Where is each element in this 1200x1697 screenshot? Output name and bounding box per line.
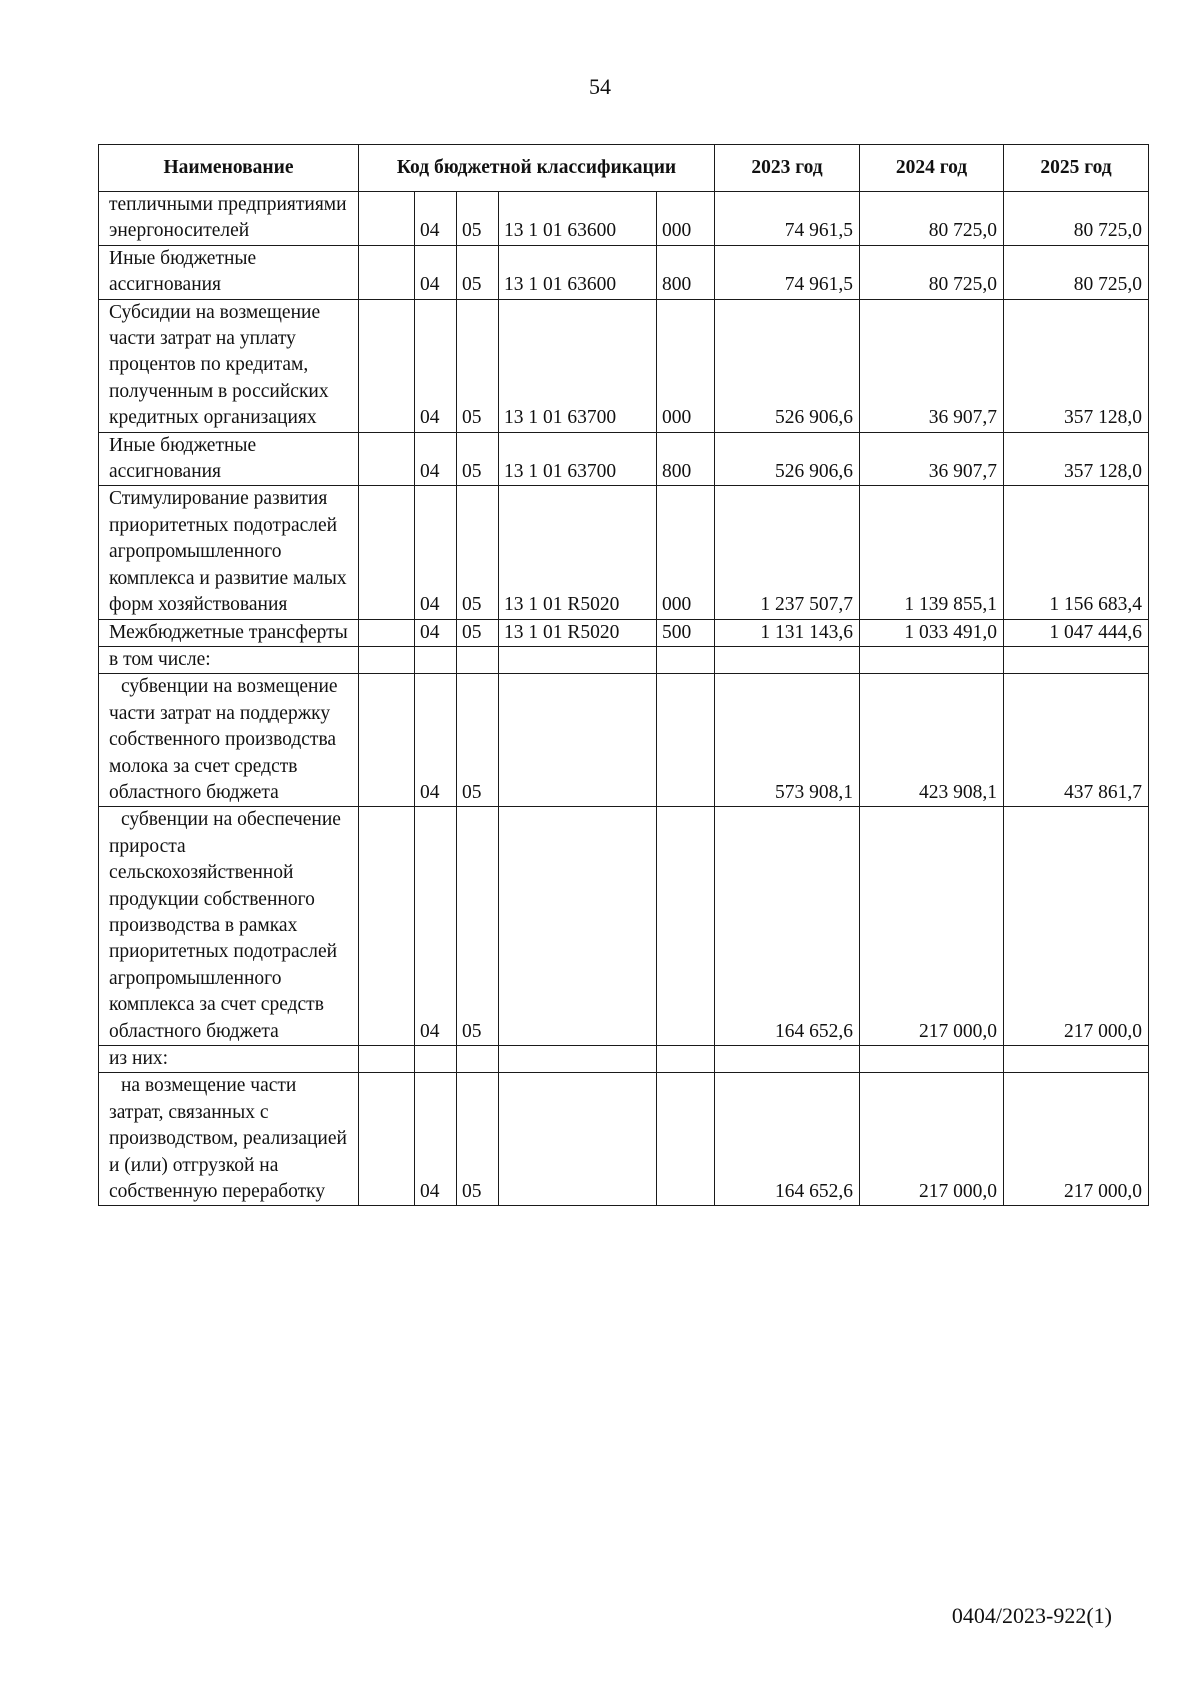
cell-name: Субсидии на возмещение части затрат на уплату процентов по кредитам, полученным в российских кредитных организациях <box>99 299 359 432</box>
cell-article <box>499 674 657 807</box>
cell-name-text: на возмещение части затрат, связанных с производством, реализацией и (или) отгрузкой на собственную переработку <box>109 1075 347 1203</box>
cell-2025: 217 000,0 <box>1004 1073 1149 1206</box>
cell-empty-code <box>359 1073 415 1206</box>
cell-subsection: 05 <box>457 192 499 246</box>
cell-2025 <box>1004 1046 1149 1073</box>
cell-2023: 74 961,5 <box>715 245 860 299</box>
cell-article: 13 1 01 R5020 <box>499 619 657 646</box>
cell-name <box>99 674 359 807</box>
cell-2024: 1 033 491,0 <box>860 619 1004 646</box>
cell-2023: 164 652,6 <box>715 1073 860 1206</box>
cell-2025: 1 156 683,4 <box>1004 486 1149 619</box>
cell-expense-type: 000 <box>657 192 715 246</box>
cell-2025: 357 128,0 <box>1004 299 1149 432</box>
budget-table <box>98 144 1149 1206</box>
cell-name: из них: <box>99 1046 359 1073</box>
cell-section: 04 <box>415 245 457 299</box>
cell-2023: 1 131 143,6 <box>715 619 860 646</box>
cell-subsection <box>457 646 499 673</box>
cell-empty-code <box>359 299 415 432</box>
cell-subsection <box>457 1046 499 1073</box>
cell-subsection: 05 <box>457 245 499 299</box>
cell-2023: 164 652,6 <box>715 807 860 1046</box>
header-2024: 2024 год <box>860 145 1004 192</box>
cell-empty-code <box>359 486 415 619</box>
cell-2023: 573 908,1 <box>715 674 860 807</box>
cell-2024: 217 000,0 <box>860 807 1004 1046</box>
header-name: Наименование <box>99 145 359 192</box>
table-row <box>99 619 1149 646</box>
cell-empty-code <box>359 192 415 246</box>
cell-name: Иные бюджетные ассигнования <box>99 432 359 486</box>
cell-2024 <box>860 1046 1004 1073</box>
cell-name: Стимулирование развития приоритетных подотраслей агропромышленного комплекса и развитие малых форм хозяйствования <box>99 486 359 619</box>
cell-article <box>499 807 657 1046</box>
cell-name-text: субвенции на обеспечение прироста сельскохозяйственной продукции собственного производства в рамках приоритетных подотраслей агропромышленного комплекса за счет средств областного бюджета <box>109 809 341 1042</box>
table-body <box>99 192 1149 1206</box>
table-row <box>99 192 1149 246</box>
cell-section: 04 <box>415 619 457 646</box>
cell-subsection: 05 <box>457 807 499 1046</box>
cell-section: 04 <box>415 807 457 1046</box>
cell-expense-type: 800 <box>657 245 715 299</box>
cell-empty-code <box>359 646 415 673</box>
cell-2025 <box>1004 646 1149 673</box>
cell-2025: 357 128,0 <box>1004 432 1149 486</box>
cell-section: 04 <box>415 432 457 486</box>
cell-empty-code <box>359 1046 415 1073</box>
cell-2025: 217 000,0 <box>1004 807 1149 1046</box>
cell-name <box>99 807 359 1046</box>
cell-subsection: 05 <box>457 674 499 807</box>
cell-subsection: 05 <box>457 299 499 432</box>
cell-2024: 36 907,7 <box>860 299 1004 432</box>
cell-2024: 80 725,0 <box>860 192 1004 246</box>
cell-2025: 80 725,0 <box>1004 192 1149 246</box>
cell-expense-type <box>657 807 715 1046</box>
cell-2024: 80 725,0 <box>860 245 1004 299</box>
cell-expense-type: 000 <box>657 299 715 432</box>
cell-article <box>499 1073 657 1206</box>
cell-2024 <box>860 646 1004 673</box>
cell-2023 <box>715 646 860 673</box>
cell-name: Межбюджетные трансферты <box>99 619 359 646</box>
header-2023: 2023 год <box>715 145 860 192</box>
cell-2023: 526 906,6 <box>715 432 860 486</box>
cell-name-text: субвенции на возмещение части затрат на поддержку собственного производства молока за счет средств областного бюджета <box>109 676 338 803</box>
table-row <box>99 674 1149 807</box>
cell-name: в том числе: <box>99 646 359 673</box>
table-row <box>99 646 1149 673</box>
cell-expense-type: 000 <box>657 486 715 619</box>
table-row <box>99 807 1149 1046</box>
cell-article: 13 1 01 63600 <box>499 192 657 246</box>
table-row <box>99 432 1149 486</box>
cell-empty-code <box>359 245 415 299</box>
cell-section: 04 <box>415 192 457 246</box>
header-2025: 2025 год <box>1004 145 1149 192</box>
cell-empty-code <box>359 807 415 1046</box>
cell-section: 04 <box>415 299 457 432</box>
table-row <box>99 1046 1149 1073</box>
cell-2023: 1 237 507,7 <box>715 486 860 619</box>
cell-article <box>499 646 657 673</box>
cell-2024: 217 000,0 <box>860 1073 1004 1206</box>
cell-empty-code <box>359 432 415 486</box>
header-code: Код бюджетной классификации <box>359 145 715 192</box>
cell-subsection: 05 <box>457 432 499 486</box>
cell-article: 13 1 01 R5020 <box>499 486 657 619</box>
cell-2025: 437 861,7 <box>1004 674 1149 807</box>
cell-2023: 74 961,5 <box>715 192 860 246</box>
cell-section <box>415 646 457 673</box>
cell-subsection: 05 <box>457 486 499 619</box>
cell-2025: 80 725,0 <box>1004 245 1149 299</box>
cell-name <box>99 1073 359 1206</box>
cell-empty-code <box>359 674 415 807</box>
cell-expense-type: 800 <box>657 432 715 486</box>
table-row <box>99 299 1149 432</box>
cell-section: 04 <box>415 486 457 619</box>
table-header-row <box>99 145 1149 192</box>
cell-article <box>499 1046 657 1073</box>
cell-section: 04 <box>415 1073 457 1206</box>
cell-2024: 36 907,7 <box>860 432 1004 486</box>
cell-expense-type <box>657 1046 715 1073</box>
cell-article: 13 1 01 63700 <box>499 299 657 432</box>
cell-2024: 1 139 855,1 <box>860 486 1004 619</box>
cell-article: 13 1 01 63600 <box>499 245 657 299</box>
cell-expense-type: 500 <box>657 619 715 646</box>
cell-expense-type <box>657 674 715 807</box>
cell-section: 04 <box>415 674 457 807</box>
page-number: 54 <box>589 74 611 99</box>
cell-subsection: 05 <box>457 619 499 646</box>
document-code: 0404/2023-922(1) <box>951 1603 1112 1628</box>
cell-section <box>415 1046 457 1073</box>
cell-2023: 526 906,6 <box>715 299 860 432</box>
table-row <box>99 1073 1149 1206</box>
table-row <box>99 486 1149 619</box>
cell-name: тепличными предприятиями энергоносителей <box>99 192 359 246</box>
cell-subsection: 05 <box>457 1073 499 1206</box>
cell-2025: 1 047 444,6 <box>1004 619 1149 646</box>
cell-2024: 423 908,1 <box>860 674 1004 807</box>
cell-article: 13 1 01 63700 <box>499 432 657 486</box>
table-row <box>99 245 1149 299</box>
cell-expense-type <box>657 646 715 673</box>
cell-name: Иные бюджетные ассигнования <box>99 245 359 299</box>
cell-2023 <box>715 1046 860 1073</box>
cell-expense-type <box>657 1073 715 1206</box>
cell-empty-code <box>359 619 415 646</box>
